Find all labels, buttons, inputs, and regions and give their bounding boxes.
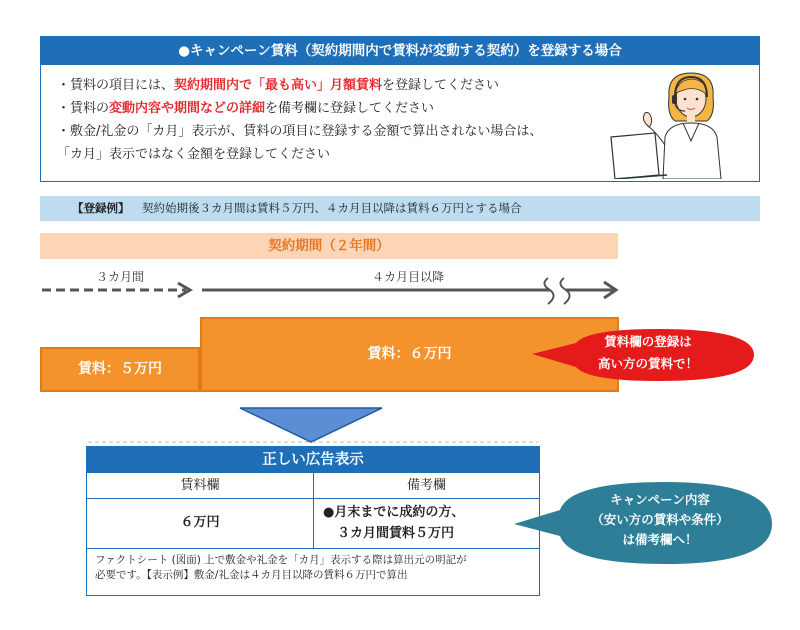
callout-red-text: 賃料欄の登録は 高い方の賃料で！ xyxy=(597,334,698,371)
example-tag: 【登録例】 xyxy=(72,201,130,215)
ad-footnote: ファクトシート (図面) 上で敷金や礼金を「カ月」表示する際は算出元の明記が 必要です。【表示例】敷金/礼金は４カ月目以降の賃料６万円で算出 xyxy=(95,554,467,581)
info-line-4: 「カ月」表示ではなく金額を登録してください xyxy=(57,147,331,162)
info-line-2-emphasis: 変動内容や期間などの詳細 xyxy=(109,101,266,116)
info-box xyxy=(40,36,760,182)
col-note-header: 備考欄 xyxy=(406,478,446,493)
example-text: 契約始期後３カ月間は賃料５万円、４カ月目以降は賃料６万円とする場合 xyxy=(142,201,522,215)
info-title: ●キャンペーン賃料（契約期間内で賃料が変動する契約）を登録する場合 xyxy=(41,37,759,65)
info-line-1: ・賃料の項目には、契約期間内で「最も高い」月額賃料を登録してください xyxy=(57,78,500,93)
note-value-cell: ●月末までに成約の方、 ３カ月間賃料５万円 xyxy=(323,505,465,541)
col-rent-header: 賃料欄 xyxy=(180,478,220,493)
info-line-2: ・賃料の変動内容や期間などの詳細を備考欄に登録してください xyxy=(57,101,435,116)
period-first-label: ３カ月間 xyxy=(96,270,145,284)
callout-teal-text: キャンペーン内容 （安い方の賃料や条件） は備考欄へ！ xyxy=(591,492,729,547)
rent-value-cell: ６万円 xyxy=(180,515,220,530)
dashed-separator xyxy=(88,438,538,446)
ad-display-table xyxy=(86,446,540,596)
period-second-label: ４カ月目以降 xyxy=(372,270,445,284)
example-bar xyxy=(40,196,760,221)
timeline-arrows xyxy=(36,276,626,306)
rent-block-low: 賃料：５万円 xyxy=(40,347,200,392)
operator-illustration xyxy=(607,67,747,179)
rent-block-high: 賃料：６万円 xyxy=(200,317,619,392)
contract-period-title: 契約期間（２年間） xyxy=(40,233,618,259)
ad-title: 正しい広告表示 xyxy=(87,447,539,473)
info-line-3: ・敷金/礼金の「カ月」表示が、賃料の項目に登録する金額で算出されない場合は、 xyxy=(57,124,543,139)
info-line-1-emphasis: 契約期間内で「最も高い」月額賃料 xyxy=(174,78,383,93)
